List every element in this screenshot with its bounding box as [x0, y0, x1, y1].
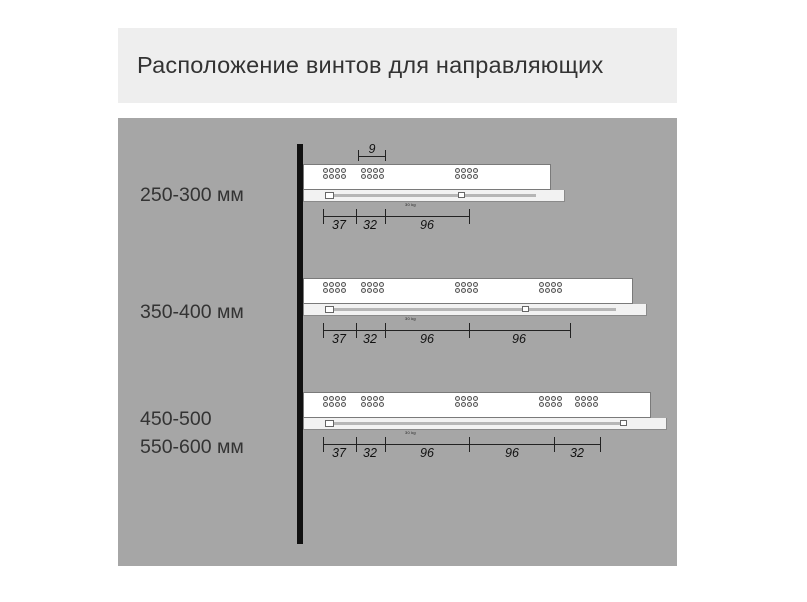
screw-holes	[539, 282, 550, 293]
dim-value: 96	[505, 446, 519, 460]
screw-holes	[323, 396, 334, 407]
rail-inner-line	[326, 308, 616, 311]
dim-value: 32	[363, 218, 377, 232]
screw-holes	[373, 168, 384, 179]
dim-value: 37	[332, 218, 346, 232]
dim-value: 32	[363, 446, 377, 460]
slide-rail-row-2	[303, 304, 647, 316]
slide-rail-row-3	[303, 418, 667, 430]
page-title: Расположение винтов для направляющих	[137, 52, 604, 78]
screw-holes	[335, 396, 346, 407]
frame-bottom	[0, 566, 807, 602]
brand-load: 30 kg	[405, 202, 416, 207]
dim-value: 96	[420, 218, 434, 232]
screw-holes	[373, 282, 384, 293]
rail-inner-line	[326, 422, 626, 425]
rail-clip-left	[325, 192, 334, 199]
rail-clip-right	[522, 306, 529, 312]
dim-value: 96	[420, 332, 434, 346]
row-label-550-600: 550-600 мм	[140, 436, 244, 458]
screw-holes	[361, 396, 372, 407]
rail-clip-right	[458, 192, 465, 198]
slide-rail-row-1	[303, 190, 565, 202]
rail-clip-right	[620, 420, 627, 426]
dim-value: 96	[512, 332, 526, 346]
screw-holes	[455, 168, 466, 179]
dim-value: 32	[363, 332, 377, 346]
brand-load: 30 kg	[405, 430, 416, 435]
screw-holes	[467, 282, 478, 293]
row-label-350-400: 350-400 мм	[140, 301, 244, 323]
dim-value: 37	[332, 332, 346, 346]
frame-left	[0, 0, 118, 602]
screw-holes	[455, 282, 466, 293]
dim-row-1	[323, 206, 470, 232]
brand-load: 30 kg	[405, 316, 416, 321]
rail-clip-left	[325, 420, 334, 427]
title-band	[118, 28, 677, 103]
dim-value: 32	[570, 446, 584, 460]
dim-value-9: 9	[368, 142, 376, 156]
screw-holes	[467, 396, 478, 407]
screw-holes	[373, 396, 384, 407]
diagram-canvas	[118, 118, 677, 566]
dim-row-3	[323, 434, 601, 460]
dim-value: 96	[420, 446, 434, 460]
dim-value: 37	[332, 446, 346, 460]
screw-holes	[467, 168, 478, 179]
screw-holes	[323, 168, 334, 179]
screw-holes	[335, 168, 346, 179]
rail-inner-line	[326, 194, 536, 197]
screw-holes	[335, 282, 346, 293]
rail-clip-left	[325, 306, 334, 313]
screw-holes	[551, 282, 562, 293]
screw-holes	[551, 396, 562, 407]
dim-row-2	[323, 320, 571, 346]
frame-right	[677, 0, 807, 602]
screw-holes	[323, 282, 334, 293]
screw-holes	[361, 168, 372, 179]
screw-holes	[455, 396, 466, 407]
cabinet-edge	[297, 144, 303, 544]
screw-holes	[587, 396, 598, 407]
row-label-450-500: 450-500	[140, 408, 212, 430]
screw-holes	[575, 396, 586, 407]
screw-holes	[361, 282, 372, 293]
screw-holes	[539, 396, 550, 407]
title-gap	[118, 103, 677, 118]
row-label-250-300: 250-300 мм	[140, 184, 244, 206]
